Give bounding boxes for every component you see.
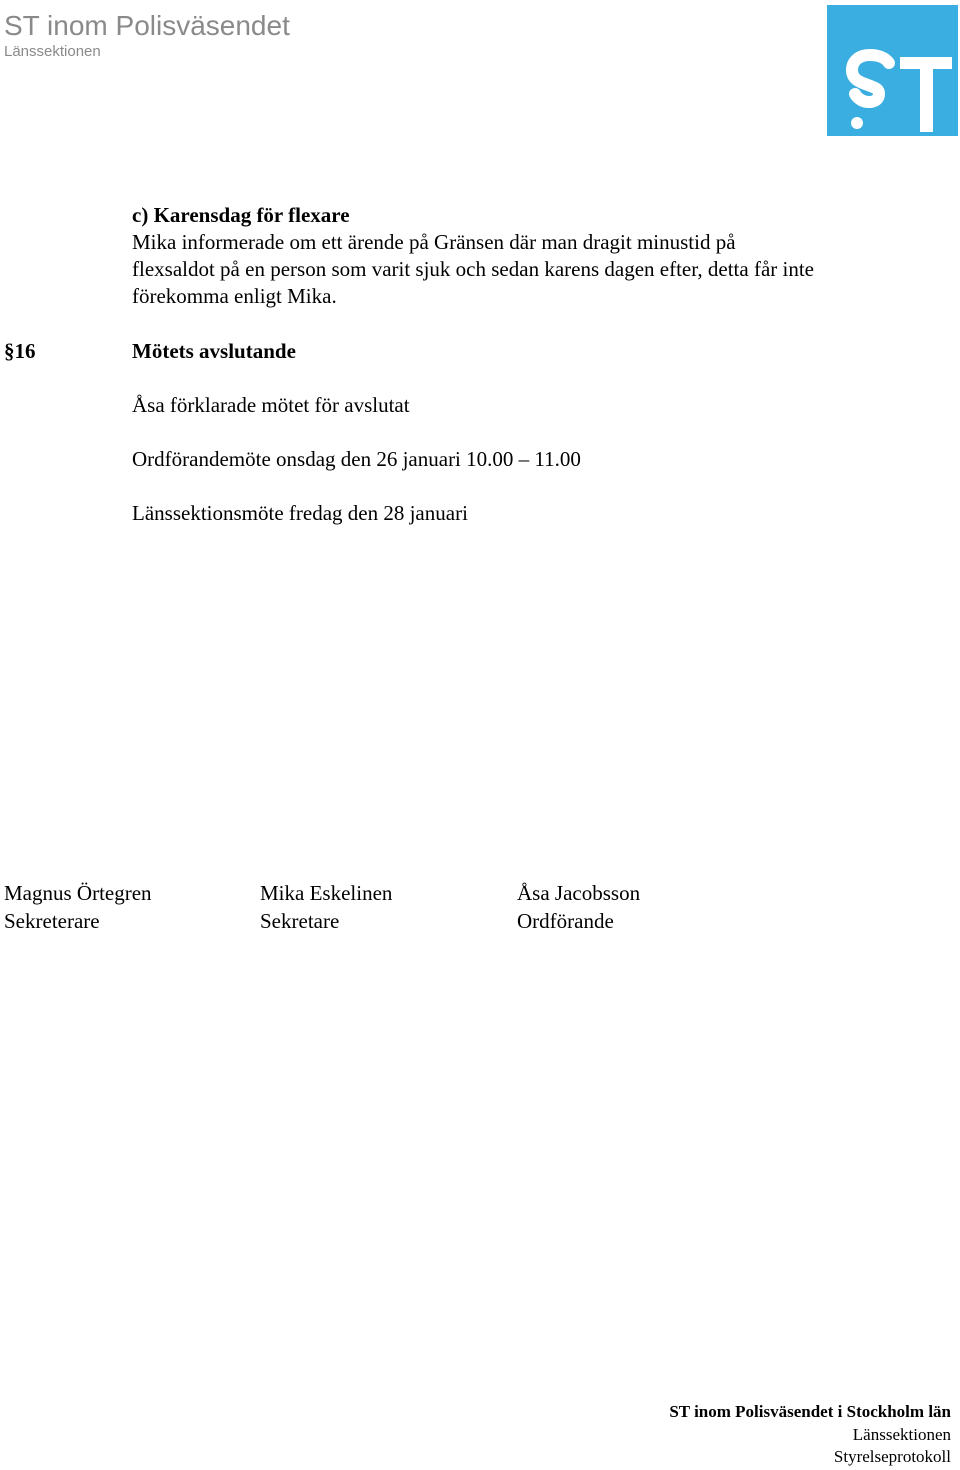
footer-doc-type: Styrelseprotokoll <box>833 1447 951 1466</box>
st-logo <box>827 5 958 136</box>
signature-role: Sekreterare <box>4 909 100 933</box>
signature-block <box>517 879 640 935</box>
item-c-heading: c) Karensdag för flexare <box>132 203 350 227</box>
footer-unit: Länssektionen <box>852 1424 951 1444</box>
item-c-line-1: Mika informerade om ett ärende på Gränsen där man dragit minustid på <box>132 230 736 254</box>
header-subtitle: Länssektionen <box>4 43 101 60</box>
st-logo-icon <box>827 5 958 136</box>
next-meeting-chairs: Ordförandemöte onsdag den 26 januari 10.00 – 11.00 <box>132 447 581 471</box>
header-title: ST inom Polisväsendet <box>4 10 290 41</box>
section-heading: Mötets avslutande <box>132 339 296 363</box>
footer <box>669 1401 951 1469</box>
item-c-line-3: förekomma enligt Mika. <box>132 284 337 308</box>
signature-role: Sekretare <box>260 909 340 933</box>
next-meeting-section: Länssektionsmöte fredag den 28 januari <box>132 501 468 525</box>
signature-role: Ordförande <box>517 909 614 933</box>
signature-block <box>4 879 152 935</box>
item-c-line-2: flexsaldot på en person som varit sjuk och sedan karens dagen efter, detta får inte <box>132 257 814 281</box>
signature-name: Åsa Jacobsson <box>517 881 641 905</box>
signature-name: Mika Eskelinen <box>260 881 393 905</box>
closing-statement: Åsa förklarade mötet för avslutat <box>132 393 410 417</box>
signature-block <box>260 879 392 935</box>
section-number: §16 <box>4 339 36 363</box>
footer-org: ST inom Polisväsendet i Stockholm län <box>669 1402 951 1421</box>
signature-name: Magnus Örtegren <box>4 881 152 905</box>
